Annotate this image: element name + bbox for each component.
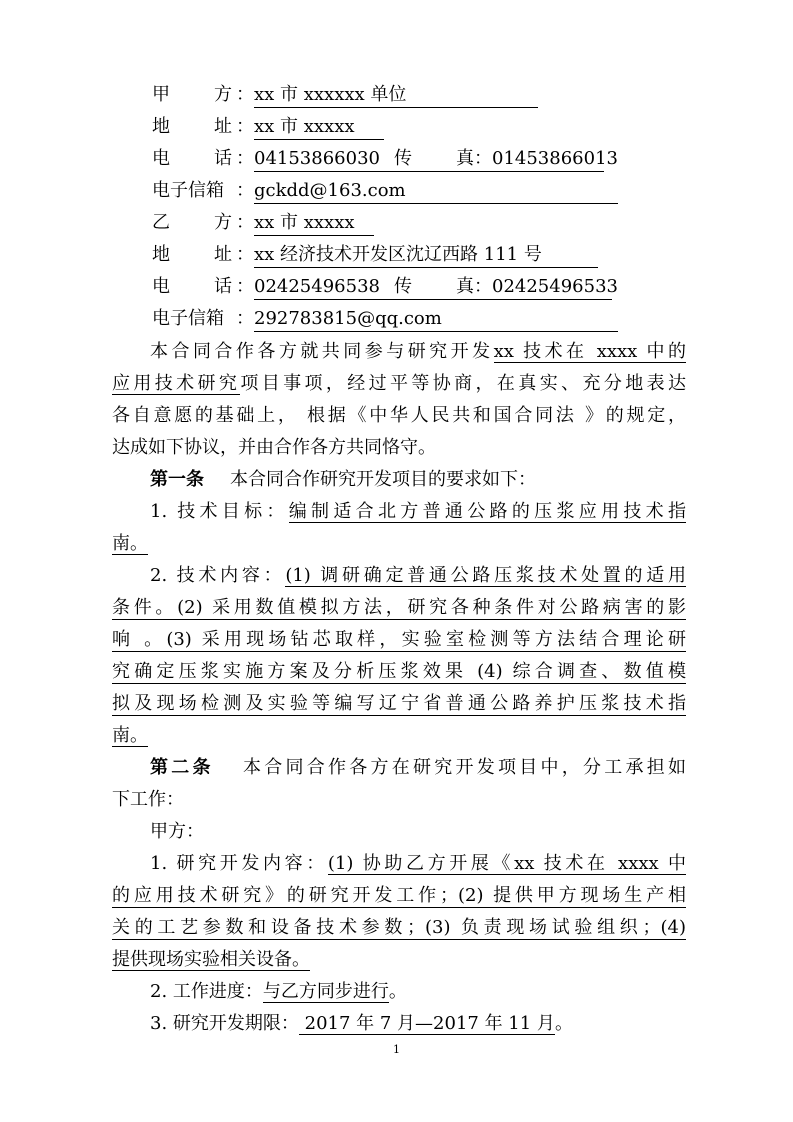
party-b-address-row: 地 址 ：xx 经济技术开发区沈辽西路 111 号	[152, 244, 598, 268]
party-b-address: xx 经济技术开发区沈辽西路 111 号	[254, 244, 598, 268]
party-a-label: 甲 方	[152, 84, 232, 105]
party-a-email-row: 电子信箱 ：gckdd@163.com	[152, 180, 618, 204]
party-a-phone-row: 电 话 ：04153866030 传 真：01453866013	[152, 148, 604, 172]
party-b-name-row: 乙 方 ：xx 市 xxxxx	[152, 212, 374, 236]
party-b-phone: 02425496538	[254, 276, 394, 300]
party-a-email-label: 电子信箱	[152, 180, 224, 201]
party-a-name-row: 甲 方 ：xx 市 xxxxxx 单位	[152, 84, 538, 108]
article-2-item-1-line-2: 的应用技术研究》的研究开发工作；(2) 提供甲方现场生产相	[112, 885, 686, 906]
article-1-item-2-line-2: 条件。(2) 采用数值模拟方法，研究各种条件对公路病害的影	[112, 597, 686, 618]
party-b-fax: 02425496533	[492, 276, 618, 297]
article-2-item-1-line-1: 1. 研究开发内容：(1) 协助乙方开展《xx 技术在 xxxx 中	[150, 853, 686, 874]
article-1-item-1-line-1: 1. 技术目标：编制适合北方普通公路的压浆应用技术指	[150, 501, 686, 522]
article-1-item-2-line-4: 究确定压浆实施方案及分析压浆效果 (4) 综合调查、数值模	[112, 661, 686, 682]
article-1-title: 第一条	[150, 469, 204, 490]
article-2-text: 本合同合作各方在研究开发项目中，分工承担如	[239, 757, 686, 778]
article-2-item-3: 3. 研究开发期限： 2017 年 7 月—2017 年 11 月。	[150, 1013, 573, 1034]
party-b-fax-label: 传	[394, 276, 412, 297]
party-b-fax-group: 传 真：02425496533	[394, 276, 612, 300]
party-a-fax-group: 传 真：01453866013	[394, 148, 604, 172]
article-1-item-2-line-3: 响 。(3) 采用现场钻芯取样，实验室检测等方法结合理论研	[112, 629, 686, 650]
party-b-email: 292783815@qq.com	[254, 308, 618, 332]
party-b-label: 乙 方	[152, 212, 232, 233]
article-1-heading	[112, 469, 686, 491]
party-a-email: gckdd@163.com	[254, 180, 618, 204]
party-a-phone-label: 电 话	[152, 148, 232, 169]
article-1-text: 本合同合作研究开发项目的要求如下：	[230, 469, 536, 490]
project-name-part-2: 应用技术研究	[112, 373, 241, 394]
article-2-title: 第二条	[150, 757, 214, 778]
article-1-item-2-line-5: 拟及现场检测及实验等编写辽宁省普通公路养护压浆技术指	[112, 693, 686, 714]
party-a-phone: 04153866030	[254, 148, 394, 172]
preamble-line-2: 应用技术研究项目事项，经过平等协商，在真实、充分地表达	[112, 373, 686, 394]
project-name-part-1: xx 技术在 xxxx 中的	[493, 341, 686, 362]
party-a-fax-label: 传	[394, 148, 412, 169]
party-a-address-label: 地 址	[152, 116, 232, 137]
article-2-item-2: 2. 工作进度：与乙方同步进行。	[150, 981, 407, 1002]
article-2-item-1-line-4: 提供现场实验相关设备。	[112, 949, 310, 970]
party-b-phone-row: 电 话 ：02425496538 传 真：02425496533	[152, 276, 612, 300]
page-number: 1	[393, 1043, 400, 1056]
article-1-item-1-line-2: 南。	[112, 533, 148, 554]
article-2-heading	[112, 757, 686, 779]
party-a-address-row: 地 址 ：xx 市 xxxxx	[152, 116, 384, 140]
article-2-party-label: 甲方：	[150, 821, 204, 842]
party-a-address: xx 市 xxxxx	[254, 116, 384, 140]
party-a-fax-label-b: 真	[456, 148, 474, 169]
party-a-name: xx 市 xxxxxx 单位	[254, 84, 538, 108]
preamble-line-4: 达成如下协议，并由合作各方共同恪守。	[112, 437, 436, 458]
party-b-email-row: 电子信箱 ：292783815@qq.com	[152, 308, 618, 332]
preamble-line-1: 本合同合作各方就共同参与研究开发xx 技术在 xxxx 中的	[150, 341, 686, 362]
party-b-fax-label-b: 真	[456, 276, 474, 297]
preamble-line-3: 各自意愿的基础上， 根据《中华人民共和国合同法 》的规定，	[112, 405, 686, 426]
article-1-item-2-line-6: 南。	[112, 725, 148, 746]
party-a-fax: 01453866013	[492, 148, 618, 169]
article-1-item-2-line-1: 2. 技术内容：(1) 调研确定普通公路压浆技术处置的适用	[150, 565, 686, 586]
party-b-name: xx 市 xxxxx	[254, 212, 374, 236]
article-2-text-line-2: 下工作：	[112, 789, 184, 810]
article-2-item-1-line-3: 关的工艺参数和设备技术参数；(3) 负责现场试验组织；(4)	[112, 917, 686, 938]
party-b-phone-label: 电 话	[152, 276, 232, 297]
party-b-address-label: 地 址	[152, 244, 232, 265]
party-b-email-label: 电子信箱	[152, 308, 224, 329]
